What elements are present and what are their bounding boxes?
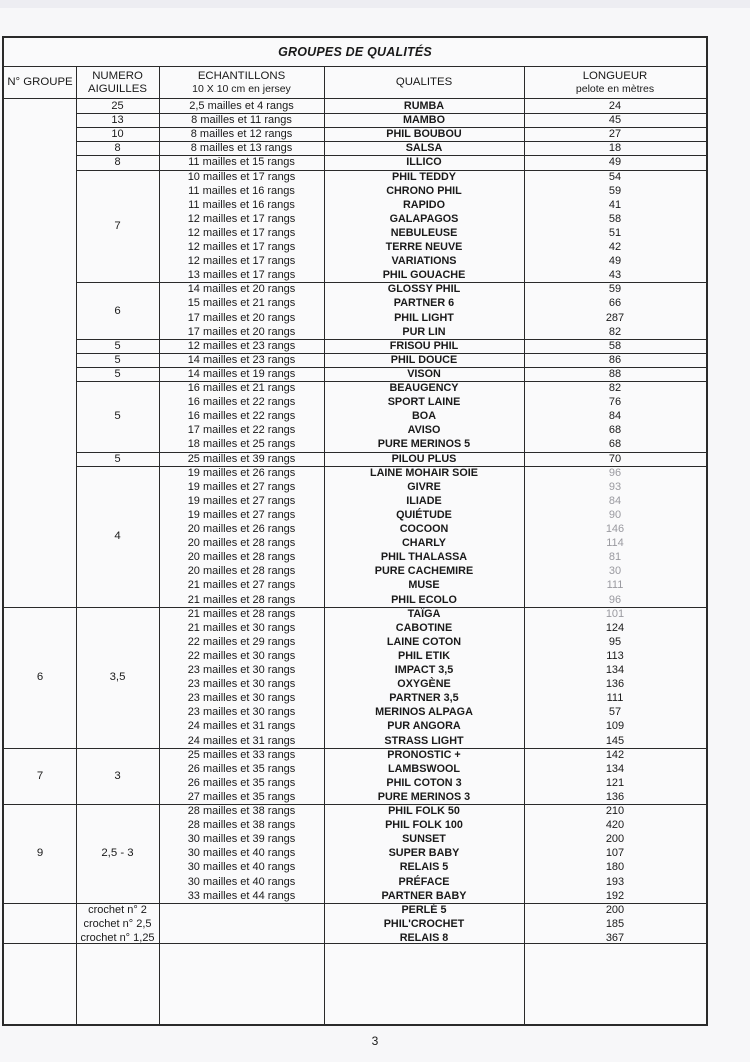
gauge-cell: 28 mailles et 38 rangs [187, 819, 296, 832]
length-cell: 96 [608, 466, 622, 479]
quality-name-cell: PHIL'CROCHET [383, 917, 465, 930]
length-cell: 145 [605, 734, 625, 747]
length-cell: 68 [608, 424, 622, 437]
table-row [4, 734, 706, 748]
quality-name-cell: MAMBO [403, 114, 445, 127]
quality-name-cell: TAÏGA [407, 607, 441, 620]
quality-name-cell: BOA [412, 410, 436, 423]
gauge-cell: 12 mailles et 17 rangs [187, 212, 296, 225]
group-number-7: 7 [36, 769, 44, 782]
quality-name-cell: CABOTINE [395, 621, 453, 634]
needle-size-group-35: 3,5 [109, 671, 126, 684]
table-row [4, 564, 706, 578]
gauge-cell: 21 mailles et 27 rangs [187, 579, 296, 592]
needle-size-cell: 10 [111, 128, 124, 141]
quality-name-cell: PRONOSTIC + [387, 748, 461, 761]
quality-name-cell: PHIL FOLK 100 [385, 819, 463, 832]
length-cell: 134 [605, 664, 625, 676]
gauge-cell: 14 mailles et 20 rangs [187, 283, 296, 296]
row-group-divider [4, 804, 706, 805]
length-cell: 192 [605, 889, 625, 902]
gauge-cell: 14 mailles et 23 rangs [187, 353, 296, 366]
table-row [4, 550, 706, 564]
row-group-divider [76, 170, 706, 171]
quality-name-cell: PURE CACHEMIRE [374, 565, 474, 578]
gauge-cell: 8 mailles et 13 rangs [190, 142, 293, 155]
length-cell: 124 [605, 621, 625, 634]
quality-name-cell: RAPIDO [403, 198, 445, 211]
length-cell: 146 [605, 523, 625, 535]
gauge-cell: 30 mailles et 40 rangs [187, 861, 296, 874]
table-row [4, 282, 706, 296]
quality-name-cell: PHIL COTON 3 [386, 776, 462, 789]
length-cell: 200 [605, 903, 625, 916]
gauge-cell: 23 mailles et 30 rangs [187, 692, 296, 705]
table-row [4, 113, 706, 127]
table-row [4, 353, 706, 367]
gauge-cell: 23 mailles et 30 rangs [187, 706, 296, 719]
gauge-cell: 24 mailles et 31 rangs [187, 734, 296, 747]
table-row [4, 578, 706, 592]
quality-name-cell: PERLÉ 5 [401, 903, 447, 916]
quality-name-cell: PHIL ECOLO [391, 593, 457, 606]
length-cell: 134 [605, 762, 625, 775]
gauge-cell: 11 mailles et 15 rangs [188, 156, 295, 169]
table-row [4, 184, 706, 198]
quality-name-cell: SUNSET [402, 833, 446, 846]
length-cell: 86 [608, 353, 622, 366]
length-cell: 367 [605, 931, 625, 944]
length-cell: 51 [608, 226, 622, 239]
row-group-divider [4, 748, 706, 749]
gauge-cell: 26 mailles et 35 rangs [187, 762, 296, 775]
quality-name-cell: COCOON [399, 523, 449, 535]
length-cell: 200 [605, 833, 625, 846]
needle-size-cell: 8 [114, 142, 121, 155]
quality-name-cell: PHIL BOUBOU [386, 128, 462, 141]
length-cell: 95 [608, 635, 622, 648]
table-row [4, 254, 706, 268]
table-row [4, 466, 706, 480]
length-cell: 49 [608, 255, 622, 268]
quality-name-cell: PHIL DOUCE [390, 353, 458, 366]
gauge-cell: 30 mailles et 40 rangs [187, 847, 296, 860]
length-cell: 18 [608, 142, 622, 155]
needle-size-group-253: 2,5 - 3 [101, 847, 134, 860]
table-row [4, 607, 706, 621]
quality-name-cell: IMPACT 3,5 [394, 664, 454, 676]
gauge-cell: 16 mailles et 21 rangs [187, 382, 296, 394]
table-row [4, 832, 706, 846]
needle-size-group-5: 5 [114, 410, 121, 423]
quality-name-cell: PRÉFACE [398, 875, 450, 888]
table-row [4, 170, 706, 184]
quality-name-cell: CHRONO PHIL [386, 184, 462, 197]
quality-name-cell: GLOSSY PHIL [387, 283, 461, 296]
length-cell: 193 [605, 875, 625, 888]
quality-name-cell: FRISOU PHIL [389, 339, 459, 352]
row-group-divider [76, 282, 706, 283]
gauge-cell: 25 mailles et 33 rangs [187, 748, 296, 761]
quality-name-cell: AVISO [407, 424, 441, 437]
table-footer-divider [4, 943, 706, 944]
header-qualites [324, 67, 524, 98]
length-cell: 84 [608, 410, 622, 423]
length-cell: 136 [605, 790, 625, 803]
gauge-cell: 8 mailles et 11 rangs [191, 114, 292, 127]
gauge-cell: 12 mailles et 23 rangs [187, 339, 296, 352]
length-cell: 59 [608, 283, 622, 296]
header-groupe [4, 67, 76, 98]
needle-size-cell: 5 [114, 452, 121, 465]
gauge-cell: 16 mailles et 22 rangs [187, 410, 296, 423]
gauge-cell: 20 mailles et 28 rangs [187, 565, 296, 578]
gauge-cell: 19 mailles et 26 rangs [187, 466, 296, 479]
quality-name-cell: LAMBSWOOL [388, 762, 460, 775]
quality-name-cell: PARTNER 6 [393, 297, 455, 310]
quality-name-cell: OXYGÈNE [397, 678, 451, 691]
length-cell: 210 [605, 805, 625, 817]
length-cell: 66 [608, 297, 622, 310]
page-number: 3 [371, 1034, 379, 1048]
quality-name-cell: PHIL LIGHT [394, 311, 454, 324]
quality-name-cell: RUMBA [403, 100, 445, 112]
table-row [4, 804, 706, 818]
table-row [4, 452, 706, 466]
gauge-cell: 21 mailles et 28 rangs [187, 593, 296, 606]
needle-size-cell: crochet n° 2,5 [83, 917, 152, 930]
length-cell: 84 [608, 494, 622, 507]
quality-name-cell: NEBULEUSE [390, 226, 458, 239]
table-row [4, 790, 706, 804]
length-cell: 180 [605, 861, 625, 874]
gauge-cell: 10 mailles et 17 rangs [187, 170, 296, 183]
length-cell: 27 [608, 128, 622, 141]
length-cell: 54 [608, 170, 622, 183]
length-cell: 287 [605, 311, 625, 324]
gauge-cell: 27 mailles et 35 rangs [187, 790, 296, 803]
length-cell: 45 [608, 114, 622, 127]
length-cell: 58 [608, 212, 622, 225]
row-group-divider [76, 381, 706, 382]
quality-name-cell: STRASS LIGHT [384, 734, 464, 747]
table-row [4, 141, 706, 155]
length-cell: 185 [605, 917, 625, 930]
quality-name-cell: BEAUGENCY [389, 382, 459, 394]
length-cell: 90 [608, 508, 622, 521]
gauge-cell: 20 mailles et 28 rangs [187, 537, 296, 550]
quality-name-cell: SALSA [405, 142, 443, 155]
gauge-cell: 17 mailles et 22 rangs [187, 424, 296, 437]
table-row [4, 240, 706, 254]
table-row [4, 649, 706, 663]
gauge-cell: 23 mailles et 30 rangs [187, 678, 296, 691]
length-cell: 93 [608, 480, 622, 493]
quality-name-cell: LAINE COTON [386, 635, 462, 648]
table-row [4, 367, 706, 381]
length-cell: 142 [605, 748, 625, 761]
qualities-table [2, 36, 708, 1026]
length-cell: 57 [608, 706, 622, 719]
needle-size-cell: 25 [111, 100, 124, 112]
length-cell: 420 [605, 819, 625, 832]
needle-size-cell: crochet n° 2 [88, 903, 147, 916]
row-group-divider [76, 127, 706, 128]
gauge-cell: 17 mailles et 20 rangs [187, 325, 296, 338]
quality-name-cell: PUR LIN [402, 325, 446, 338]
length-cell: 111 [606, 579, 624, 592]
length-cell: 58 [608, 339, 622, 352]
needle-size-cell: 5 [114, 353, 121, 366]
quality-name-cell: PARTNER BABY [381, 889, 467, 902]
quality-name-cell: SPORT LAINE [387, 396, 461, 409]
table-row [4, 423, 706, 437]
table-row [4, 621, 706, 635]
table-row [4, 860, 706, 874]
header-longueur [524, 67, 706, 98]
quality-name-cell: PHIL THALASSA [380, 551, 468, 564]
header-echantillons-line2: 10 X 10 cm en jersey [192, 82, 291, 95]
quality-name-cell: GIVRE [407, 480, 441, 493]
gauge-cell: 15 mailles et 21 rangs [187, 297, 296, 310]
length-cell: 42 [608, 241, 622, 253]
gauge-cell: 14 mailles et 19 rangs [187, 367, 296, 380]
quality-name-cell: PHIL TEDDY [392, 170, 456, 183]
quality-name-cell: ILIADE [406, 494, 442, 507]
length-cell: 101 [605, 607, 625, 620]
page-top-strip [0, 0, 750, 8]
table-row [4, 903, 706, 917]
quality-name-cell: MERINOS ALPAGA [375, 706, 473, 719]
length-cell: 59 [608, 184, 622, 197]
gauge-cell: 20 mailles et 28 rangs [187, 551, 296, 564]
table-row [4, 339, 706, 353]
row-group-divider [76, 155, 706, 156]
quality-name-cell: PUR ANGORA [387, 720, 461, 733]
quality-name-cell: PHIL FOLK 50 [388, 805, 460, 817]
quality-name-cell: VISON [407, 367, 441, 380]
quality-name-cell: RELAIS 8 [399, 931, 449, 944]
length-cell: 41 [608, 198, 622, 211]
table-row [4, 593, 706, 607]
length-cell: 24 [608, 100, 622, 112]
needle-size-cell: crochet n° 1,25 [80, 931, 155, 944]
needle-size-group-6: 6 [114, 304, 121, 317]
table-row [4, 818, 706, 832]
quality-name-cell: SUPER BABY [388, 847, 460, 860]
quality-name-cell: PURE MERINOS 5 [377, 438, 471, 451]
quality-name-cell: MUSE [408, 579, 440, 592]
group-number-9: 9 [36, 847, 44, 860]
table-title: GROUPES DE QUALITÉS [4, 38, 706, 67]
quality-name-cell: PHIL ETIK [398, 649, 450, 662]
gauge-cell: 12 mailles et 17 rangs [187, 226, 296, 239]
length-cell: 30 [608, 565, 622, 578]
gauge-cell: 25 mailles et 39 rangs [187, 452, 296, 465]
table-row [4, 748, 706, 762]
table-row [4, 691, 706, 705]
gauge-cell: 2,5 mailles et 4 rangs [189, 100, 294, 112]
gauge-cell: 17 mailles et 20 rangs [187, 311, 296, 324]
gauge-cell: 24 mailles et 31 rangs [187, 720, 296, 733]
length-cell: 109 [605, 720, 625, 733]
table-row [4, 437, 706, 451]
table-row [4, 480, 706, 494]
gauge-cell: 22 mailles et 30 rangs [187, 649, 296, 662]
gauge-cell: 11 mailles et 16 rangs [188, 184, 295, 197]
gauge-cell: 16 mailles et 22 rangs [187, 396, 296, 409]
gauge-cell: 8 mailles et 12 rangs [190, 128, 293, 141]
table-row [4, 127, 706, 141]
quality-name-cell: RELAIS 5 [399, 861, 449, 874]
table-row [4, 889, 706, 903]
header-echantillons-line1: ECHANTILLONS [197, 69, 286, 82]
row-group-divider [76, 339, 706, 340]
needle-size-cell: 5 [114, 367, 121, 380]
length-cell: 70 [608, 452, 622, 465]
gauge-cell: 30 mailles et 39 rangs [187, 833, 296, 846]
quality-name-cell: GALAPAGOS [389, 212, 459, 225]
length-cell: 96 [608, 593, 622, 606]
quality-name-cell: PHIL GOUACHE [382, 269, 466, 282]
gauge-cell: 19 mailles et 27 rangs [187, 508, 296, 521]
row-group-divider [76, 466, 706, 467]
gauge-cell: 23 mailles et 30 rangs [187, 664, 296, 676]
quality-name-cell: QUIÉTUDE [396, 508, 452, 521]
header-aiguilles-line2: AIGUILLES [88, 82, 147, 95]
table-row [4, 155, 706, 169]
quality-name-cell: PARTNER 3,5 [389, 692, 459, 705]
length-cell: 136 [605, 678, 625, 691]
header-qualites-label: QUALITES [395, 76, 453, 88]
table-row [4, 705, 706, 719]
needle-size-cell: 5 [114, 339, 121, 352]
quality-name-cell: VARIATIONS [391, 255, 457, 268]
table-row [4, 99, 706, 113]
needle-size-group-4: 4 [114, 530, 121, 543]
row-group-divider [76, 367, 706, 368]
table-header [4, 67, 706, 99]
needle-size-group-7: 7 [114, 219, 121, 232]
table-row [4, 381, 706, 395]
length-cell: 121 [605, 776, 625, 789]
table-row [4, 508, 706, 522]
table-row [4, 917, 706, 931]
table-row [4, 268, 706, 282]
table-row [4, 875, 706, 889]
gauge-cell: 21 mailles et 30 rangs [187, 621, 296, 634]
needle-size-group-3: 3 [114, 769, 121, 782]
header-groupe-label: N° GROUPE [7, 76, 73, 88]
row-group-divider [76, 113, 706, 114]
length-cell: 111 [606, 692, 624, 705]
gauge-cell: 12 mailles et 17 rangs [187, 255, 296, 268]
quality-name-cell: ILLICO [406, 156, 442, 169]
row-group-divider [4, 903, 706, 904]
gauge-cell: 33 mailles et 44 rangs [187, 889, 296, 902]
length-cell: 82 [608, 325, 622, 338]
table-row [4, 494, 706, 508]
row-group-divider [76, 141, 706, 142]
table-row [4, 719, 706, 733]
length-cell: 81 [608, 551, 622, 564]
table-row [4, 198, 706, 212]
table-row [4, 395, 706, 409]
gauge-cell: 11 mailles et 16 rangs [188, 198, 295, 211]
gauge-cell: 19 mailles et 27 rangs [187, 494, 296, 507]
row-group-divider [76, 452, 706, 453]
needle-size-cell: 8 [114, 156, 121, 169]
quality-name-cell: CHARLY [402, 537, 446, 550]
gauge-cell: 26 mailles et 35 rangs [187, 776, 296, 789]
quality-name-cell: PURE MERINOS 3 [377, 790, 471, 803]
gauge-cell: 21 mailles et 28 rangs [187, 607, 296, 620]
length-cell: 82 [608, 382, 622, 394]
quality-name-cell: TERRE NEUVE [385, 241, 463, 253]
length-cell: 88 [608, 367, 622, 380]
header-echantillons [159, 67, 324, 98]
length-cell: 107 [605, 847, 625, 860]
quality-name-cell: PILOU PLUS [391, 452, 457, 465]
header-longueur-line2: pelote en mètres [575, 82, 655, 95]
gauge-cell: 22 mailles et 29 rangs [187, 635, 296, 648]
header-aiguilles [76, 67, 159, 98]
row-group-divider [4, 607, 706, 608]
gauge-cell: 19 mailles et 27 rangs [187, 480, 296, 493]
needle-size-cell: 13 [111, 114, 124, 127]
gauge-cell: 18 mailles et 25 rangs [187, 438, 296, 451]
length-cell: 113 [606, 649, 624, 662]
table-row [4, 325, 706, 339]
group-number-6: 6 [36, 671, 44, 684]
length-cell: 114 [606, 537, 624, 550]
quality-name-cell: LAINE MOHAIR SOIE [370, 466, 478, 479]
length-cell: 68 [608, 438, 622, 451]
gauge-cell: 20 mailles et 26 rangs [187, 523, 296, 535]
table-row [4, 635, 706, 649]
length-cell: 43 [608, 269, 622, 282]
gauge-cell: 28 mailles et 38 rangs [187, 805, 296, 817]
gauge-cell: 30 mailles et 40 rangs [187, 875, 296, 888]
header-aiguilles-line1: NUMERO [92, 69, 143, 82]
gauge-cell: 12 mailles et 17 rangs [187, 241, 296, 253]
header-longueur-line1: LONGUEUR [582, 69, 648, 82]
length-cell: 76 [608, 396, 622, 409]
gauge-cell: 13 mailles et 17 rangs [187, 269, 296, 282]
length-cell: 49 [608, 156, 622, 169]
row-group-divider [76, 353, 706, 354]
